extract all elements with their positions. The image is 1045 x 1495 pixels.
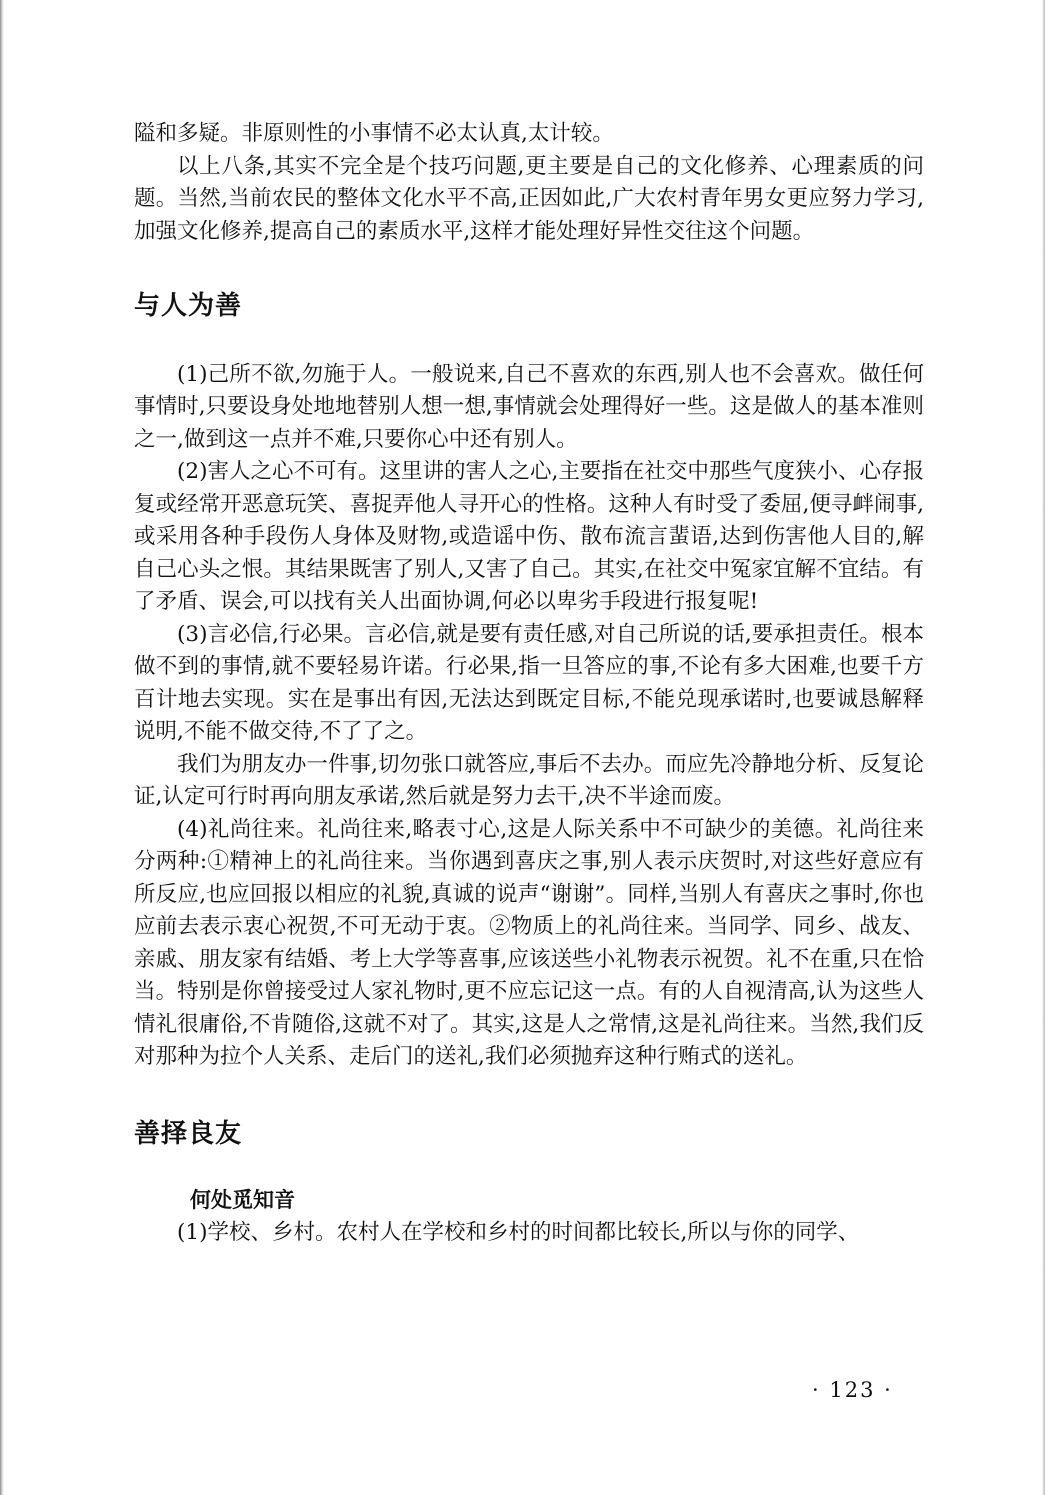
paragraph-point-3-followup: 我们为朋友办一件事,切勿张口就答应,事后不去办。而应先冷静地分析、反复论证,认定可行时再向朋友承诺,然后就是努力去干,决不半途而废。 [134,751,924,809]
subsection-title: 何处觅知音 [190,1188,295,1212]
paragraph-school-village: (1)学校、乡村。农村人在学校和乡村的时间都比较长,所以与你的同学、 [177,1219,860,1245]
section-title-choose-friends: 善择良友 [134,1118,243,1149]
page-edge-left [0,0,4,1495]
paragraph-point-3: (3)言必信,行必果。言必信,就是要有责任感,对自己所说的话,要承担责任。根本做不到的事情,就不要轻易许诺。行必果,指一旦答应的事,不论有多大困难,也要千方百计地去实现。实在是事出有因,无法达到既定目标,不能兑现承诺时,也要诚恳解释说明,不能不做交待,不了了之。 [134,621,924,744]
paragraph-point-4: (4)礼尚往来。礼尚往来,略表寸心,这是人际关系中不可缺少的美德。礼尚往来分两种:①精神上的礼尚往来。当你遇到喜庆之事,别人表示庆贺时,对这些好意应有所反应,也应回报以相应的礼貌,真诚的说声“谢谢”。同样,当别人有喜庆之事时,你也应前去表示衷心祝贺,不可无动于衷。②物质上的礼尚往来。当同学、同乡、战友、亲戚、朋友家有结婚、考上大学等喜事,应该送些小礼物表示祝贺。礼不在重,只在恰当。特别是你曾接受过人家礼物时,更不应忘记这一点。有的人自视清高,认为这些人情礼很庸俗,不肯随俗,这就不对了。其实,这是人之常情,这是礼尚往来。当然,我们反对那种为拉个人关系、走后门的送礼,我们必须抛弃这种行贿式的送礼。 [134,816,924,1069]
section-title-kindness: 与人为善 [134,291,243,321]
paragraph-point-1: (1)己所不欲,勿施于人。一般说来,自己不喜欢的东西,别人也不会喜欢。做任何事情时,只要设身处地地替别人想一想,事情就会处理得好一些。这是做人的基本准则之一,做到这一点并不难,只要你心中还有别人。 [134,361,924,452]
paragraph-point-2: (2)害人之心不可有。这里讲的害人之心,主要指在社交中那些气度狭小、心存报复或经常开恶意玩笑、喜捉弄他人寻开心的性格。这种人有时受了委屈,便寻衅闹事,或采用各种手段伤人身体及财物,或造谣中伤、散布流言蜚语,达到伤害他人目的,解自己心头之恨。其结果既害了别人,又害了自己。其实,在社交中冤家宜解不宜结。有了矛盾、误会,可以找有关人出面协调,何必以卑劣手段进行报复呢! [134,459,924,614]
page-number: · 123 · [812,1378,893,1402]
paragraph-summary: 以上八条,其实不完全是个技巧问题,更主要是自己的文化修养、心理素质的问题。当然,当前农民的整体文化水平不高,正因如此,广大农村青年男女更应努力学习,加强文化修养,提高自己的素质水平,这样才能处理好异性交往这个问题。 [134,153,924,244]
page-content [134,118,924,1249]
paragraph-continuation: 隘和多疑。非原则性的小事情不必太认真,太计较。 [134,121,614,146]
